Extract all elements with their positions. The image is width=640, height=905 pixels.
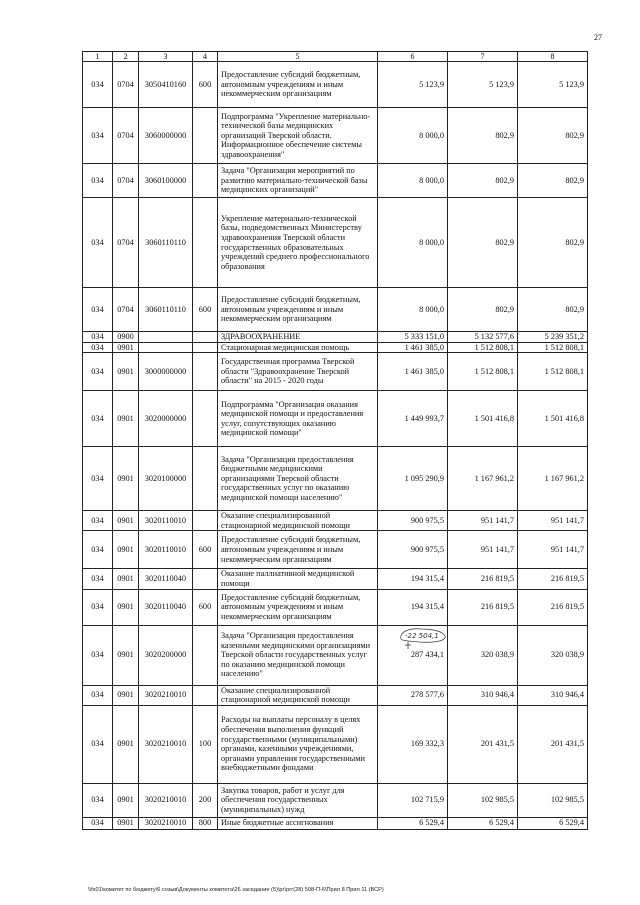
table-cell: 3000000000 xyxy=(139,353,193,391)
table-row xyxy=(83,198,588,288)
table-cell: 0901 xyxy=(113,705,139,783)
table-cell: 0900 xyxy=(113,332,139,343)
table-cell: 0901 xyxy=(113,589,139,625)
table-cell: 0704 xyxy=(113,198,139,288)
table-cell: 320 038,9 xyxy=(518,625,588,685)
table-cell: 201 431,5 xyxy=(448,705,518,783)
table-row xyxy=(83,342,588,353)
table-cell: 6 529,4 xyxy=(378,817,448,829)
table-cell: 3060000000 xyxy=(139,108,193,164)
table-cell: Иные бюджетные ассигнования xyxy=(218,817,378,829)
table-cell: 951 141,7 xyxy=(518,531,588,569)
table-cell: 5 123,9 xyxy=(378,62,448,108)
table-cell: 310 946,4 xyxy=(518,685,588,705)
table-cell: Предоставление субсидий бюджетным, автономным учреждениям и иным некоммерческим организациям xyxy=(218,288,378,332)
column-number: 8 xyxy=(518,52,588,62)
table-cell: Укрепление материально-технической базы, подведомственных Министерству здравоохранения Тверской области государственных образовательных учреждений среднего профессионального образования xyxy=(218,198,378,288)
table-cell: 1 461 385,0 xyxy=(378,353,448,391)
table-cell: 1 167 961,2 xyxy=(518,447,588,511)
table-cell: 3050410160 xyxy=(139,62,193,108)
table-cell: Расходы на выплаты персоналу в целях обеспечения выполнения функций государственными (муниципальными) органами, казенными учреждениями, органами управления государственными внебюджетными фондами xyxy=(218,705,378,783)
table-cell: 802,9 xyxy=(448,288,518,332)
table-cell: 8 000,0 xyxy=(378,288,448,332)
handwritten-annotation xyxy=(397,625,449,655)
table-cell: Закупка товаров, работ и услуг для обеспечения государственных (муниципальных) нужд xyxy=(218,783,378,817)
table-cell: 102 985,5 xyxy=(518,783,588,817)
table-cell: 5 239 351,2 xyxy=(518,332,588,343)
table-cell: Предоставление субсидий бюджетным, автономным учреждениям и иным некоммерческим организациям xyxy=(218,62,378,108)
table-cell: 216 819,5 xyxy=(448,569,518,589)
table-cell: 034 xyxy=(83,817,113,829)
table-cell xyxy=(193,511,218,531)
table-cell: 5 123,9 xyxy=(448,62,518,108)
table-cell: 0901 xyxy=(113,531,139,569)
table-row xyxy=(83,511,588,531)
table-cell: 5 132 577,6 xyxy=(448,332,518,343)
table-cell: 3020000000 xyxy=(139,391,193,447)
table-cell: 6 529,4 xyxy=(448,817,518,829)
table-cell: 0704 xyxy=(113,288,139,332)
table-cell: 034 xyxy=(83,342,113,353)
table-cell: 1 512 808,1 xyxy=(448,353,518,391)
table-cell: Задача "Организация предоставления казенными медицинскими организациями Тверской области государственных услуг по оказанию медицинской помощи населению" xyxy=(218,625,378,685)
table-cell: 600 xyxy=(193,531,218,569)
table-cell: Оказание паллиативной медицинской помощи xyxy=(218,569,378,589)
table-row xyxy=(83,62,588,108)
table-cell: Задача "Организация предоставления бюджетными медицинскими организациями Тверской области государственных услуг по оказанию медицинской помощи населению" xyxy=(218,447,378,511)
table-cell: 900 975,5 xyxy=(378,531,448,569)
table-cell: 5 123,9 xyxy=(518,62,588,108)
table-cell: 951 141,7 xyxy=(518,511,588,531)
table-row xyxy=(83,569,588,589)
table-cell: 194 315,4 xyxy=(378,569,448,589)
table-cell: 802,9 xyxy=(518,164,588,198)
table-cell: 102 715,9 xyxy=(378,783,448,817)
table-cell: 034 xyxy=(83,625,113,685)
table-cell: 200 xyxy=(193,783,218,817)
table-cell: 1 095 290,9 xyxy=(378,447,448,511)
table-cell: Предоставление субсидий бюджетным, автономным учреждениям и иным некоммерческим организациям xyxy=(218,531,378,569)
table-cell xyxy=(193,198,218,288)
table-cell: 1 512 808,1 xyxy=(518,353,588,391)
table-cell: 034 xyxy=(83,391,113,447)
table-cell: 034 xyxy=(83,531,113,569)
table-cell: 802,9 xyxy=(518,108,588,164)
table-cell: 102 985,5 xyxy=(448,783,518,817)
table-cell: 0901 xyxy=(113,391,139,447)
table-cell: 802,9 xyxy=(448,108,518,164)
table-cell: 3020210010 xyxy=(139,705,193,783)
table-cell: 3060110110 xyxy=(139,198,193,288)
table-cell: Задача "Организация мероприятий по развитию материально-технической базы медицинских организаций" xyxy=(218,164,378,198)
table-cell xyxy=(193,353,218,391)
table-cell xyxy=(193,108,218,164)
svg-text:-22 504,1: -22 504,1 xyxy=(405,632,439,640)
table-cell: 034 xyxy=(83,332,113,343)
table-cell: 600 xyxy=(193,589,218,625)
table-row xyxy=(83,288,588,332)
table-cell: 802,9 xyxy=(518,288,588,332)
table-cell: 802,9 xyxy=(448,198,518,288)
column-number: 3 xyxy=(139,52,193,62)
table-cell: 0901 xyxy=(113,447,139,511)
table-row xyxy=(83,332,588,343)
table-cell: 034 xyxy=(83,164,113,198)
table-cell: 951 141,7 xyxy=(448,531,518,569)
table-cell: 034 xyxy=(83,783,113,817)
table-cell: Подпрограмма "Организация оказания медицинской помощи и предоставления услуг, сопутствующих оказанию медицинской помощи" xyxy=(218,391,378,447)
table-cell xyxy=(193,164,218,198)
table-cell: 8 000,0 xyxy=(378,164,448,198)
table-cell: 100 xyxy=(193,705,218,783)
table-cell: 310 946,4 xyxy=(448,685,518,705)
table-cell: 0704 xyxy=(113,164,139,198)
table-cell: 0901 xyxy=(113,817,139,829)
table-cell: 169 332,3 xyxy=(378,705,448,783)
table-cell: 3020110010 xyxy=(139,511,193,531)
table-cell: 0901 xyxy=(113,511,139,531)
table-cell: 1 512 808,1 xyxy=(518,342,588,353)
table-cell: 3020210010 xyxy=(139,817,193,829)
table-cell xyxy=(193,569,218,589)
column-number: 7 xyxy=(448,52,518,62)
table-row xyxy=(83,589,588,625)
table-cell: 1 449 993,7 xyxy=(378,391,448,447)
table-cell xyxy=(193,625,218,685)
file-path-footer: \\fs01\комитет по бюджету\6 созыв\Документы комитета\26 заседание (5)\рг\ргг(28) 508-П-6\Прил 8 Прил 11 (ВСР) xyxy=(88,887,384,893)
table-cell: 216 819,5 xyxy=(518,589,588,625)
table-cell: 3020210010 xyxy=(139,783,193,817)
table-cell: 0704 xyxy=(113,108,139,164)
table-cell: 1 512 808,1 xyxy=(448,342,518,353)
table-row xyxy=(83,353,588,391)
table-cell: 0901 xyxy=(113,625,139,685)
table-cell: 8 000,0 xyxy=(378,108,448,164)
table-cell: 0704 xyxy=(113,62,139,108)
table-cell: 194 315,4 xyxy=(378,589,448,625)
table-cell: 8 000,0 xyxy=(378,198,448,288)
table-cell: 034 xyxy=(83,353,113,391)
table-cell xyxy=(139,342,193,353)
table-cell: 600 xyxy=(193,288,218,332)
table-cell: 3060100000 xyxy=(139,164,193,198)
table-cell: 900 975,5 xyxy=(378,511,448,531)
table-cell: 216 819,5 xyxy=(448,589,518,625)
table-cell: Подпрограмма "Укрепление материально-технической базы медицинских организаций Тверской области. Информационное обеспечение системы здравоохранения" xyxy=(218,108,378,164)
table-cell: 0901 xyxy=(113,353,139,391)
table-cell: 3020110010 xyxy=(139,531,193,569)
table-cell: Оказание специализированной стационарной медицинской помощи xyxy=(218,685,378,705)
table-row xyxy=(83,625,588,685)
table-cell: 034 xyxy=(83,511,113,531)
table-cell: 5 333 151,0 xyxy=(378,332,448,343)
table-cell: 3020210010 xyxy=(139,685,193,705)
table-cell: 3060110110 xyxy=(139,288,193,332)
table-cell: Предоставление субсидий бюджетным, автономным учреждениям и иным некоммерческим организациям xyxy=(218,589,378,625)
table-row xyxy=(83,447,588,511)
table-cell: 1 167 961,2 xyxy=(448,447,518,511)
table-row xyxy=(83,391,588,447)
table-cell: Оказание специализированной стационарной медицинской помощи xyxy=(218,511,378,531)
table-cell: 034 xyxy=(83,198,113,288)
table-cell: Государственная программа Тверской области "Здравоохранение Тверской области" на 2015 - 2020 годы xyxy=(218,353,378,391)
table-cell: 216 819,5 xyxy=(518,569,588,589)
table-row xyxy=(83,108,588,164)
table-cell: 1 501 416,8 xyxy=(518,391,588,447)
table-cell xyxy=(193,332,218,343)
page-number: 27 xyxy=(594,33,602,42)
table-row xyxy=(83,685,588,705)
table-cell: 951 141,7 xyxy=(448,511,518,531)
table-cell: 287 434,1 xyxy=(378,625,448,685)
column-number-row xyxy=(83,52,588,62)
table-cell: 800 xyxy=(193,817,218,829)
table-cell: 0901 xyxy=(113,569,139,589)
table-row xyxy=(83,783,588,817)
table-cell: 1 501 416,8 xyxy=(448,391,518,447)
table-cell: 3020100000 xyxy=(139,447,193,511)
table-cell xyxy=(193,342,218,353)
column-number: 5 xyxy=(218,52,378,62)
table-cell: 1 461 385,0 xyxy=(378,342,448,353)
table-cell: 201 431,5 xyxy=(518,705,588,783)
table-cell: 0901 xyxy=(113,342,139,353)
table-cell: 034 xyxy=(83,447,113,511)
table-cell xyxy=(193,685,218,705)
table-cell: 034 xyxy=(83,589,113,625)
table-cell: 802,9 xyxy=(518,198,588,288)
table-cell: 3020110040 xyxy=(139,589,193,625)
column-number: 4 xyxy=(193,52,218,62)
table-cell: Стационарная медицинская помощь xyxy=(218,342,378,353)
table-row xyxy=(83,531,588,569)
table-cell xyxy=(139,332,193,343)
table-row xyxy=(83,164,588,198)
table-cell: 034 xyxy=(83,288,113,332)
table-cell: 278 577,6 xyxy=(378,685,448,705)
table-cell: 034 xyxy=(83,108,113,164)
table-cell: 6 529,4 xyxy=(518,817,588,829)
table-cell: 802,9 xyxy=(448,164,518,198)
column-number: 1 xyxy=(83,52,113,62)
table-cell xyxy=(193,391,218,447)
column-number: 2 xyxy=(113,52,139,62)
table-cell: 320 038,9 xyxy=(448,625,518,685)
table-cell: ЗДРАВООХРАНЕНИЕ xyxy=(218,332,378,343)
table-cell: 3020110040 xyxy=(139,569,193,589)
table-cell: 034 xyxy=(83,685,113,705)
column-number: 6 xyxy=(378,52,448,62)
table-cell: 3020200000 xyxy=(139,625,193,685)
table-cell: 0901 xyxy=(113,685,139,705)
table-cell: 034 xyxy=(83,705,113,783)
table-cell: 034 xyxy=(83,569,113,589)
table-cell xyxy=(193,447,218,511)
table-row xyxy=(83,705,588,783)
table-cell: 600 xyxy=(193,62,218,108)
table-cell: 034 xyxy=(83,62,113,108)
table-row xyxy=(83,817,588,829)
table-cell: 0901 xyxy=(113,783,139,817)
budget-table xyxy=(82,51,588,830)
